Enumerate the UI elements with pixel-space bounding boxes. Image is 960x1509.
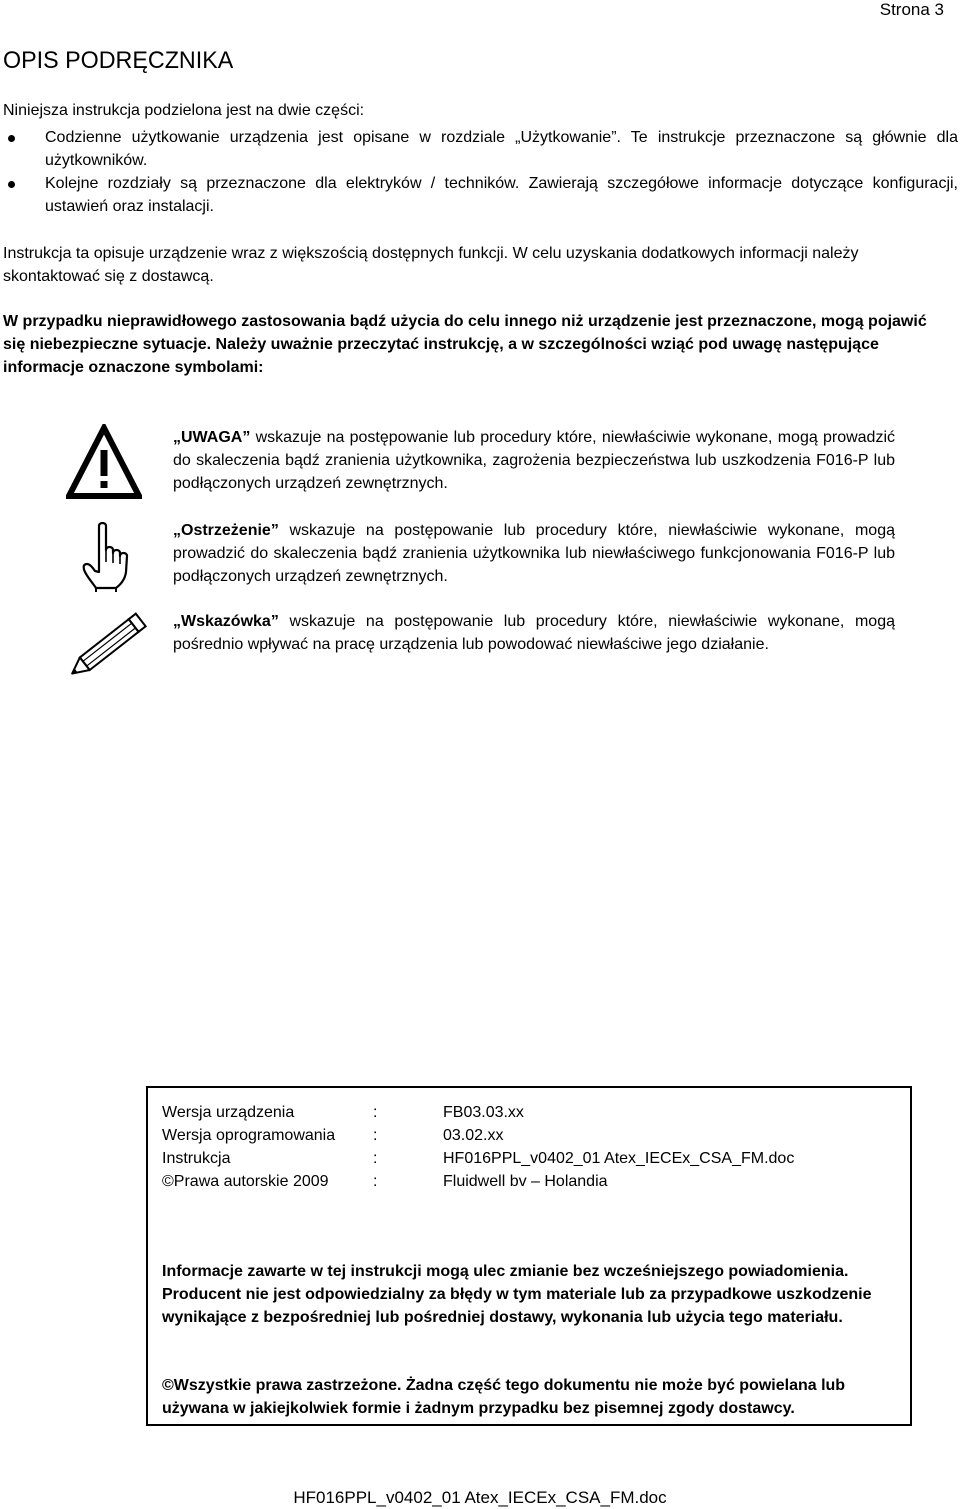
intro-text: Niniejsza instrukcja podzielona jest na dwie części: [3,102,365,119]
version-separator: : [373,1173,378,1190]
version-label: ©Prawa autorskie 2009 [162,1173,329,1190]
version-separator: : [373,1104,378,1121]
warning-triangle-icon [66,424,142,505]
page-title: OPIS PODRĘCZNIKA [3,47,234,74]
bullet-text: Codzienne użytkowanie urządzenia jest opisane w rozdziale „Użytkowanie”. Te instrukcje przeznaczone są głównie dla użytkowników. [45,129,958,169]
version-value: HF016PPL_v0402_01 Atex_IECEx_CSA_FM.doc [443,1150,795,1167]
symbol-description-wskazowka [173,610,895,656]
symbol-term: „UWAGA” [173,429,251,446]
version-separator: : [373,1127,378,1144]
bullet-list [3,126,958,218]
bullet-icon [8,181,15,188]
document-info-box [146,1086,912,1426]
version-value: FB03.03.xx [443,1104,524,1121]
disclaimer-text: Informacje zawarte w tej instrukcji mogą ulec zmianie bez wcześniejszego powiadomienia. Producent nie jest odpowiedzialny za błędy w tym materiale lub za przypadkowe uszkodzenie wynikające z bezpośredniej lub pośredniej dostawy, wykonania lub użycia tego materiału. [162,1263,872,1326]
symbol-description-ostrzezenie [173,519,895,588]
symbol-description-uwaga [173,426,895,495]
version-value: 03.02.xx [443,1127,504,1144]
copyright-text: ©Wszystkie prawa zastrzeżone. Żadna część tego dokumentu nie może być powielana lub używana w jakiejkolwiek formie i żadnym przypadku bez pisemnej zgody dostawcy. [162,1377,846,1417]
version-label: Wersja oprogramowania [162,1127,336,1144]
version-separator: : [373,1150,378,1167]
version-label: Wersja urządzenia [162,1104,295,1121]
list-item [3,126,958,172]
pencil-icon [64,604,156,689]
warning-text: W przypadku nieprawidłowego zastosowania bądź użycia do celu innego niż urządzenie jest przeznaczone, mogą pojawić się niebezpieczne sytuacje. Należy uważnie przeczytać instrukcję, a w szczególności wziąć pod uwagę następujące informacje oznaczone symbolami: [3,313,927,376]
version-label: Instrukcja [162,1150,231,1167]
symbol-text: wskazuje na postępowanie lub procedury które, niewłaściwie wykonane, mogą prowadzić do skaleczenia bądź zranienia użytkownika lub niewłaściwego funkcjonowania F016-P lub podłączonych urządzeń zewnętrznych. [173,522,895,585]
list-item [3,172,958,218]
scope-text: Instrukcja ta opisuje urządzenie wraz z większością dostępnych funkcji. W celu uzyskania dodatkowych informacji należy skontaktować się z dostawcą. [3,245,859,285]
symbol-text: wskazuje na postępowanie lub procedury które, niewłaściwie wykonane, mogą pośrednio wpływać na pracę urządzenia lub powodować niewłaściwe jego działanie. [173,613,895,653]
page-number: Strona 3 [879,0,944,19]
footer-filename: HF016PPL_v0402_01 Atex_IECEx_CSA_FM.doc [293,1488,667,1507]
pointing-hand-icon [80,522,132,597]
bullet-text: Kolejne rozdziały są przeznaczone dla elektryków / techników. Zawierają szczegółowe informacje dotyczące konfiguracji, ustawień oraz instalacji. [45,175,958,215]
symbol-text: wskazuje na postępowanie lub procedury które, niewłaściwie wykonane, mogą prowadzić do skaleczenia bądź zranienia użytkownika, zagrożenia bezpieczeństwa lub uszkodzenia F016-P lub podłączonych urządzeń zewnętrznych. [173,429,895,492]
version-value: Fluidwell bv – Holandia [443,1173,608,1190]
symbol-term: „Wskazówka” [173,613,279,630]
bullet-icon [8,135,15,142]
symbol-term: „Ostrzeżenie” [173,522,279,539]
